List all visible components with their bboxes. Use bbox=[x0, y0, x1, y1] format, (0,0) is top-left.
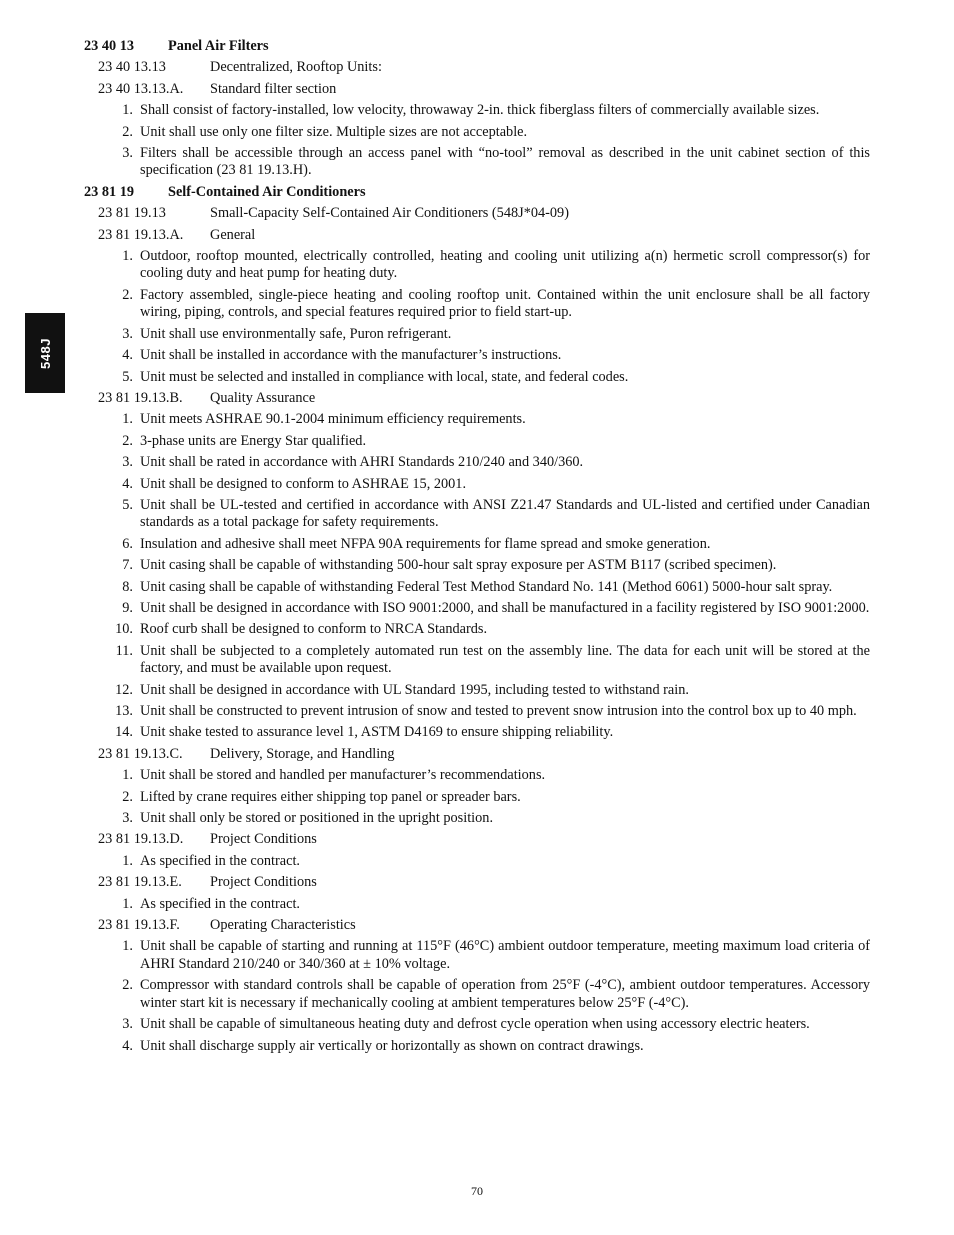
list-item bbox=[84, 536, 870, 553]
subsection-number: 23 40 13.13 bbox=[98, 59, 166, 76]
list-item bbox=[84, 102, 870, 119]
list-item-text: Unit shall be constructed to prevent intrusion of snow and tested to prevent snow intrusion into the control box up to 40 mph. bbox=[140, 703, 857, 719]
list-item bbox=[84, 557, 870, 574]
subsection-number: 23 81 19.13.D. bbox=[98, 831, 184, 848]
list-item bbox=[84, 977, 870, 1012]
side-tab-label: 548J bbox=[37, 337, 53, 369]
list-item-number: 1. bbox=[122, 248, 133, 265]
list-item-text: Unit must be selected and installed in compliance with local, state, and federal codes. bbox=[140, 368, 629, 385]
subsection-heading bbox=[98, 81, 870, 98]
list-item bbox=[84, 682, 870, 699]
list-item-number: 12. bbox=[115, 681, 133, 698]
subsection-heading bbox=[98, 874, 870, 891]
section-number: 23 81 19 bbox=[84, 183, 135, 200]
subsection-heading bbox=[98, 205, 870, 222]
list-item-number: 2. bbox=[122, 286, 133, 303]
list-item-text: Unit shake tested to assurance level 1, ASTM D4169 to ensure shipping reliability. bbox=[140, 724, 614, 741]
list-item-text: Unit shall be installed in accordance with the manufacturer’s instructions. bbox=[140, 347, 562, 364]
list-item-text: As specified in the contract. bbox=[140, 852, 300, 869]
list-item-text: Unit shall be designed to conform to ASHRAE 15, 2001. bbox=[140, 475, 467, 492]
list-item bbox=[84, 433, 870, 450]
page-number: 70 bbox=[471, 1184, 483, 1198]
list-item-text: Factory assembled, single-piece heating and cooling rooftop unit. Contained within the unit enclosure shall be all factory wiring, piping, controls, and special features required prior to field start-up. bbox=[140, 286, 870, 321]
list-item bbox=[84, 287, 870, 322]
list-item bbox=[84, 621, 870, 638]
list-item-number: 5. bbox=[122, 368, 133, 385]
list-item-number: 2. bbox=[122, 123, 133, 140]
list-item bbox=[84, 600, 870, 617]
list-item-number: 3. bbox=[122, 810, 133, 827]
list-item-number: 3. bbox=[122, 1016, 133, 1033]
list-item-text: Unit shall be capable of starting and running at 115°F (46°C) ambient outdoor temperature, meeting maximum load criteria of AHRI Standard 210/240 or 340/360 at ± 10% voltage. bbox=[140, 938, 870, 972]
section-number: 23 40 13 bbox=[84, 38, 135, 54]
subsection-number: 23 81 19.13.E. bbox=[98, 874, 182, 891]
list-item-text: Unit shall be stored and handled per manufacturer’s recommendations. bbox=[140, 767, 546, 784]
section-title: Self-Contained Air Conditioners bbox=[168, 183, 366, 200]
list-item-number: 1. bbox=[122, 102, 133, 119]
list-item bbox=[84, 326, 870, 343]
list-item-text: Roof curb shall be designed to conform to NRCA Standards. bbox=[140, 621, 488, 638]
section-heading bbox=[84, 38, 870, 55]
subsection-heading bbox=[98, 227, 870, 244]
list-item-text: Unit shall use environmentally safe, Puron refrigerant. bbox=[140, 325, 452, 342]
subsection-number: 23 81 19.13 bbox=[98, 205, 166, 222]
list-item-text: Unit shall be capable of simultaneous heating duty and defrost cycle operation when using accessory electric heaters. bbox=[140, 1016, 810, 1033]
list-item-number: 13. bbox=[115, 703, 133, 719]
list-item bbox=[84, 1038, 870, 1055]
list-item-number: 1. bbox=[122, 411, 133, 428]
list-item-number: 8. bbox=[122, 578, 133, 595]
list-item bbox=[84, 1016, 870, 1033]
subsection-heading bbox=[98, 59, 870, 76]
list-item-text: As specified in the contract. bbox=[140, 895, 300, 912]
list-item-text: Unit casing shall be capable of withstanding Federal Test Method Standard No. 141 (Method 6061) 5000-hour salt spray. bbox=[140, 578, 833, 595]
list-item bbox=[84, 411, 870, 428]
list-item bbox=[84, 703, 870, 720]
list-item-text: Compressor with standard controls shall be capable of operation from 25°F (-4°C), ambient outdoor temperatures. Accessory winter start kit is necessary if mechanically cooling at ambient temperatures below 25°F (-4°C). bbox=[140, 977, 870, 1011]
subsection-heading bbox=[98, 390, 870, 407]
list-item-text: Unit shall be UL-tested and certified in accordance with ANSI Z21.47 Standards and UL-listed and certified under Canadian standards as a total package for safety requirements. bbox=[140, 496, 870, 531]
list-item-text: Filters shall be accessible through an access panel with “no-tool” removal as described in the unit cabinet section of this specification (23 81 19.13.H). bbox=[140, 145, 870, 179]
list-item bbox=[84, 767, 870, 784]
list-item-number: 2. bbox=[122, 432, 133, 449]
section-heading bbox=[84, 184, 870, 201]
list-item-number: 11. bbox=[115, 642, 133, 659]
list-item bbox=[84, 724, 870, 741]
list-item-number: 4. bbox=[122, 475, 133, 492]
list-item bbox=[84, 789, 870, 806]
list-item bbox=[84, 643, 870, 678]
list-item bbox=[84, 454, 870, 471]
list-item-text: Lifted by crane requires either shipping top panel or spreader bars. bbox=[140, 788, 521, 805]
subsection-heading bbox=[98, 831, 870, 848]
subsection-title: Small-Capacity Self-Contained Air Conditioners (548J*04-09) bbox=[210, 205, 569, 222]
list-item-number: 1. bbox=[122, 938, 133, 955]
list-item-text: Unit meets ASHRAE 90.1-2004 minimum efficiency requirements. bbox=[140, 411, 526, 428]
list-item-text: Outdoor, rooftop mounted, electrically controlled, heating and cooling unit utilizing a(n) hermetic scroll compressor(s) for cooling duty and heat pump for heating duty. bbox=[140, 248, 870, 282]
subsection-number: 23 81 19.13.F. bbox=[98, 917, 180, 934]
list-item-number: 5. bbox=[122, 496, 133, 513]
subsection-number: 23 81 19.13.C. bbox=[98, 745, 183, 762]
list-item-number: 4. bbox=[122, 1037, 133, 1054]
list-item-text: 3-phase units are Energy Star qualified. bbox=[140, 432, 367, 449]
subsection-title: Project Conditions bbox=[210, 874, 317, 891]
list-item-text: Unit shall be designed in accordance with ISO 9001:2000, and shall be manufactured in a facility registered by ISO 9001:2000. bbox=[140, 599, 870, 616]
list-item bbox=[84, 476, 870, 493]
list-item-number: 2. bbox=[122, 977, 133, 994]
list-item bbox=[84, 938, 870, 973]
list-item bbox=[84, 124, 870, 141]
list-item bbox=[84, 497, 870, 532]
subsection-number: 23 81 19.13.B. bbox=[98, 389, 183, 406]
list-item-number: 14. bbox=[115, 724, 133, 741]
list-item-number: 10. bbox=[115, 621, 133, 638]
list-item-text: Unit shall only be stored or positioned in the upright position. bbox=[140, 810, 494, 827]
list-item bbox=[84, 347, 870, 364]
list-item-text: Unit shall discharge supply air vertically or horizontally as shown on contract drawings. bbox=[140, 1037, 644, 1054]
list-item-number: 1. bbox=[122, 895, 133, 912]
list-item-number: 9. bbox=[122, 599, 133, 616]
subsection-number: 23 81 19.13.A. bbox=[98, 226, 184, 243]
list-item-text: Unit casing shall be capable of withstanding 500-hour salt spray exposure per ASTM B117 (scribed specimen). bbox=[140, 557, 777, 574]
list-item-text: Unit shall be rated in accordance with AHRI Standards 210/240 and 340/360. bbox=[140, 454, 584, 471]
list-item bbox=[84, 248, 870, 283]
spec-content bbox=[84, 36, 870, 1059]
subsection-title: Standard filter section bbox=[210, 80, 337, 97]
list-item-text: Unit shall be subjected to a completely automated run test on the assembly line. The data for each unit will be stored at the factory, and must be available upon request. bbox=[140, 642, 870, 677]
subsection-title: Project Conditions bbox=[210, 831, 317, 848]
list-item bbox=[84, 853, 870, 870]
list-item-number: 3. bbox=[122, 325, 133, 342]
list-item bbox=[84, 579, 870, 596]
list-item-number: 1. bbox=[122, 767, 133, 784]
subsection-title: Operating Characteristics bbox=[210, 917, 356, 934]
list-item-number: 2. bbox=[122, 788, 133, 805]
subsection-title: Decentralized, Rooftop Units: bbox=[210, 59, 382, 76]
subsection-heading bbox=[98, 746, 870, 763]
list-item-number: 4. bbox=[122, 347, 133, 364]
list-item-number: 1. bbox=[122, 852, 133, 869]
list-item-text: Shall consist of factory-installed, low velocity, throwaway 2-in. thick fiberglass filters of commercially available sizes. bbox=[140, 102, 820, 119]
list-item-text: Unit shall be designed in accordance with UL Standard 1995, including tested to withstand rain. bbox=[140, 681, 689, 698]
subsection-heading bbox=[98, 917, 870, 934]
side-tab bbox=[25, 313, 65, 393]
list-item bbox=[84, 810, 870, 827]
subsection-title: Delivery, Storage, and Handling bbox=[210, 745, 395, 762]
list-item-number: 7. bbox=[122, 557, 133, 574]
section-title: Panel Air Filters bbox=[168, 38, 269, 54]
list-item-text: Unit shall use only one filter size. Multiple sizes are not acceptable. bbox=[140, 123, 528, 140]
list-item bbox=[84, 145, 870, 180]
list-item-number: 3. bbox=[122, 145, 133, 162]
list-item bbox=[84, 369, 870, 386]
list-item-text: Insulation and adhesive shall meet NFPA 90A requirements for flame spread and smoke generation. bbox=[140, 535, 711, 552]
subsection-title: General bbox=[210, 226, 256, 243]
list-item-number: 3. bbox=[122, 454, 133, 471]
list-item bbox=[84, 896, 870, 913]
list-item-number: 6. bbox=[122, 535, 133, 552]
subsection-title: Quality Assurance bbox=[210, 389, 316, 406]
subsection-number: 23 40 13.13.A. bbox=[98, 80, 184, 97]
